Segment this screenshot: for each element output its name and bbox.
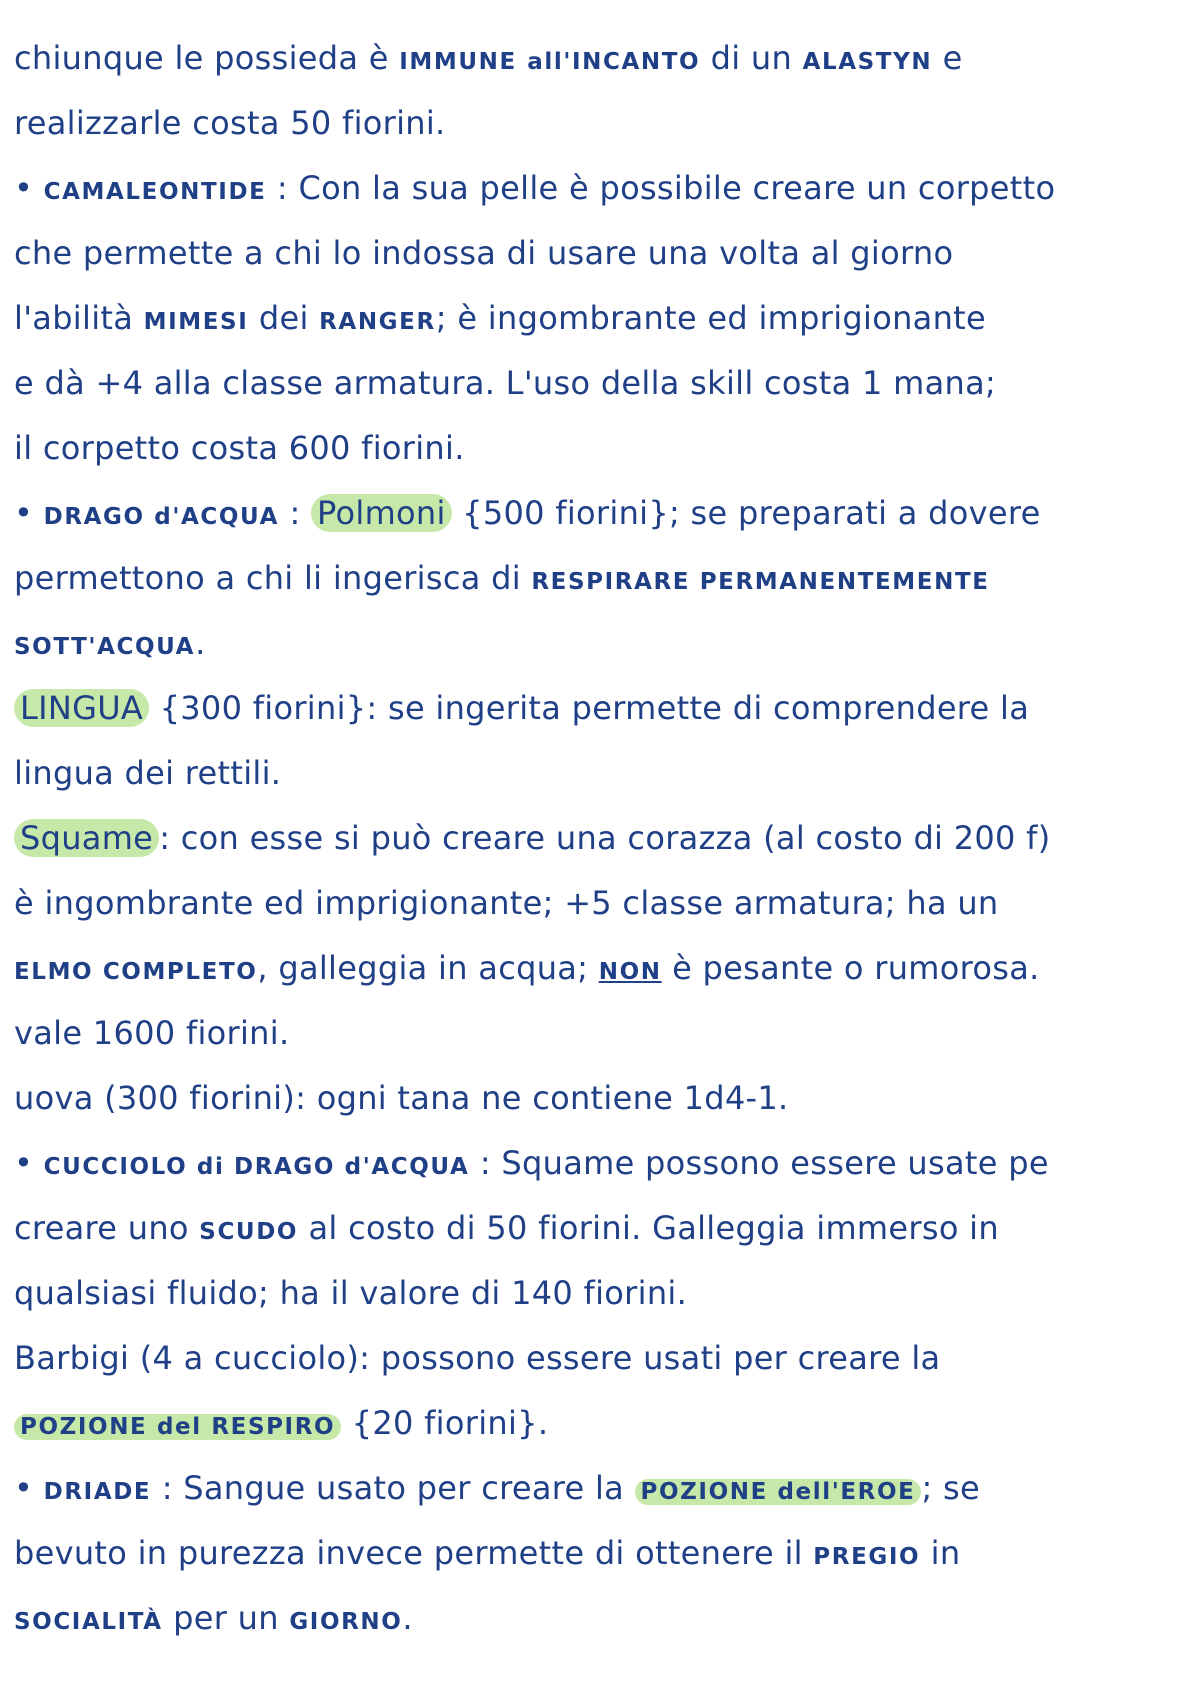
text-run: lingua dei rettili.: [14, 754, 282, 792]
text-run: , galleggia in acqua;: [257, 949, 599, 987]
text-run: in: [920, 1534, 961, 1572]
text-run: creare uno: [14, 1209, 200, 1247]
text-run: e: [932, 39, 963, 77]
text-line: [14, 1336, 1186, 1380]
highlighted-term: POZIONE dell'EROE: [635, 1479, 922, 1505]
caps-term: ELMO COMPLETO: [14, 959, 258, 985]
caps-term: SOTT'ACQUA: [14, 634, 196, 660]
text-run: uova (300 fiorini): ogni tana ne contiene 1d4-1.: [14, 1079, 789, 1117]
text-line: [14, 36, 1186, 80]
highlighted-term: Squame: [14, 819, 159, 857]
caps-term: SCUDO: [199, 1219, 299, 1245]
text-run: di un: [700, 39, 803, 77]
text-line: [14, 1206, 1186, 1250]
caps-term: CUCCIOLO di DRAGO d'ACQUA: [43, 1154, 470, 1180]
text-line: [14, 491, 1186, 535]
text-line: [14, 426, 1186, 470]
text-line: [14, 1011, 1186, 1055]
text-run: l'abilità: [14, 299, 144, 337]
text-run: bevuto in purezza invece permette di ottenere il: [14, 1534, 814, 1572]
text-run: vale 1600 fiorini.: [14, 1014, 290, 1052]
text-run: permettono a chi li ingerisca di: [14, 559, 532, 597]
text-line: [14, 881, 1186, 925]
text-run: : Sangue usato per creare la: [151, 1469, 635, 1507]
text-line: [14, 686, 1186, 730]
text-run: .: [402, 1599, 413, 1637]
text-line: [14, 621, 1186, 665]
caps-term: DRAGO d'ACQUA: [43, 504, 280, 530]
text-run: il corpetto costa 600 fiorini.: [14, 429, 465, 467]
text-run: .: [195, 624, 206, 662]
text-run: [517, 39, 527, 77]
highlighted-term: POZIONE del RESPIRO: [14, 1414, 341, 1440]
text-run: :: [279, 494, 312, 532]
underlined-term: NON: [598, 959, 662, 985]
caps-term: RANGER: [319, 309, 436, 335]
text-run: : con esse si può creare una corazza (al costo di 200 f): [159, 819, 1051, 857]
highlighted-term: Polmoni: [311, 494, 452, 532]
text-run: ; è ingombrante ed imprigionante: [435, 299, 986, 337]
text-run: {500 fiorini}; se preparati a dovere: [451, 494, 1041, 532]
text-run: è pesante o rumorosa.: [661, 949, 1040, 987]
caps-term: RESPIRARE PERMANENTEMENTE: [531, 569, 990, 595]
text-line: [14, 816, 1186, 860]
caps-term: PREGIO: [813, 1544, 921, 1570]
text-run: per un: [162, 1599, 290, 1637]
text-run: chiunque le possieda è: [14, 39, 400, 77]
text-line: [14, 1596, 1186, 1640]
text-run: e dà +4 alla classe armatura. L'uso della skill costa 1 mana;: [14, 364, 997, 402]
text-run: {20 fiorini}.: [341, 1404, 549, 1442]
text-line: [14, 101, 1186, 145]
caps-term: CAMALEONTIDE: [43, 179, 267, 205]
text-run: ; se: [921, 1469, 980, 1507]
text-line: [14, 1271, 1186, 1315]
text-run: realizzarle costa 50 fiorini.: [14, 104, 446, 142]
text-run: : Squame possono essere usate pe: [469, 1144, 1049, 1182]
text-run: che permette a chi lo indossa di usare una volta al giorno: [14, 234, 954, 272]
text-run: •: [14, 1144, 44, 1182]
caps-term: IMMUNE: [399, 49, 517, 75]
highlighted-term: LINGUA: [14, 689, 149, 727]
text-line: [14, 1076, 1186, 1120]
caps-term: MIMESI: [143, 309, 249, 335]
text-line: [14, 1531, 1186, 1575]
text-run: è ingombrante ed imprigionante; +5 classe armatura; ha un: [14, 884, 999, 922]
caps-term: SOCIALITÀ: [14, 1609, 163, 1635]
text-line: [14, 361, 1186, 405]
text-line: [14, 946, 1186, 990]
text-line: [14, 166, 1186, 210]
text-line: [14, 231, 1186, 275]
text-run: qualsiasi fluido; ha il valore di 140 fiorini.: [14, 1274, 688, 1312]
text-line: [14, 1466, 1186, 1510]
text-line: [14, 1401, 1186, 1445]
text-run: : Con la sua pelle è possibile creare un corpetto: [266, 169, 1056, 207]
text-run: •: [14, 494, 44, 532]
text-run: Barbigi (4 a cucciolo): possono essere usati per creare la: [14, 1339, 941, 1377]
text-run: dei: [248, 299, 320, 337]
caps-term: DRIADE: [43, 1479, 152, 1505]
text-line: [14, 556, 1186, 600]
text-line: [14, 296, 1186, 340]
caps-term: all'INCANTO: [527, 49, 701, 75]
text-run: {300 fiorini}: se ingerita permette di comprendere la: [149, 689, 1030, 727]
text-run: •: [14, 1469, 44, 1507]
caps-term: GIORNO: [289, 1609, 403, 1635]
text-run: al costo di 50 fiorini. Galleggia immerso in: [298, 1209, 999, 1247]
text-run: •: [14, 169, 44, 207]
caps-term: ALASTYN: [802, 49, 933, 75]
text-line: [14, 1141, 1186, 1185]
text-line: [14, 751, 1186, 795]
